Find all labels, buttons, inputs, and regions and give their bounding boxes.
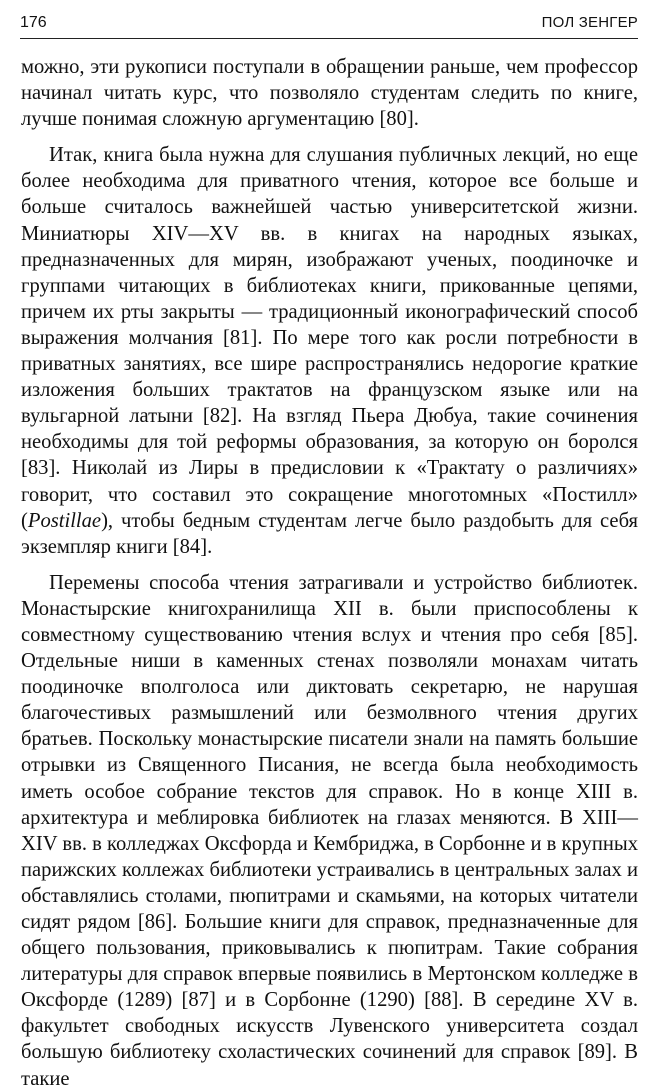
running-head (20, 10, 638, 36)
paragraph-text: ), чтобы бедным студентам легче было раздобыть для себя экземпляр книги [84]. (21, 509, 638, 558)
italic-term: Postillae (27, 509, 102, 532)
body-text (21, 54, 638, 1092)
running-title: ПОЛ ЗЕНГЕР (541, 14, 638, 31)
page-number: 176 (20, 14, 47, 31)
paragraph-text: можно, эти рукописи поступали в обращении раньше, чем профессор начинал читать курс, что позволяло студентам следить по книге, лучше понимая сложную аргументацию [80]. (21, 56, 638, 131)
paragraph (21, 54, 638, 132)
paragraph-text: Перемены способа чтения затрагивали и устройство библиотек. Монастырские книгохранилища XII в. были приспособлены к совместному существованию чтения вслух и чтения про себя [85]. Отдельные ниши в каменных стенах позволяли монахам читать поодиночке вполголоса или диктовать секретарю, не нарушая благочестивых размышлений или безмолвного чтения других братьев. Поскольку монастырские писатели знали на память большие отрывки из Священного Писания, не всегда была необходимость иметь особое собрание текстов для справок. Но в конце XIII в. архитектура и меблировка библиотек на глазах меняются. В XIII—XIV вв. в колледжах Оксфорда и Кембриджа, в Сорбонне и в крупных парижских коллежах библиотеки устраивались в центральных залах и обставлялись столами, пюпитрами и скамьями, на которых читатели сидят рядом [86]. Большие книги для справок, предназначенные для общего пользования, приковывались к пюпитрам. Такие собрания литературы для справок впервые появились в Мертонском колледже в Оксфорде (1289) [87] и в Сорбонне (1290) [88]. В середине XV в. факультет свободных искусств Лувенского университета создал большую библиотеку схоластических сочинений для справок [89]. В такие (21, 571, 638, 1090)
paragraph-text: Итак, книга была нужна для слушания публичных лекций, но еще более необходима для приватного чтения, которое все больше и больше считалось важнейшей частью университетской жизни. Миниатюры XIV—XV вв. в книгах на народных языках, предназначенных для мирян, изображают ученых, поодиночке и группами читающих в библиотеках книги, прикованные цепями, причем их рты закрыты — традиционный иконографический способ выражения молчания [81]. По мере того как росли потребности в приватных занятиях, все шире распространялись недорогие краткие изложения больших трактатов на французском языке или на вульгарной латыни [82]. На взгляд Пьера Дюбуа, такие сочинения необходимы для той реформы образования, за которую он боролся [83]. Николай из Лиры в предисловии к «Трактату о различиях» говорит, что составил это сокращение многотомных «Постилл» ( (21, 144, 638, 532)
paragraph (21, 142, 638, 560)
header-rule (20, 38, 638, 39)
paragraph (21, 570, 638, 1092)
